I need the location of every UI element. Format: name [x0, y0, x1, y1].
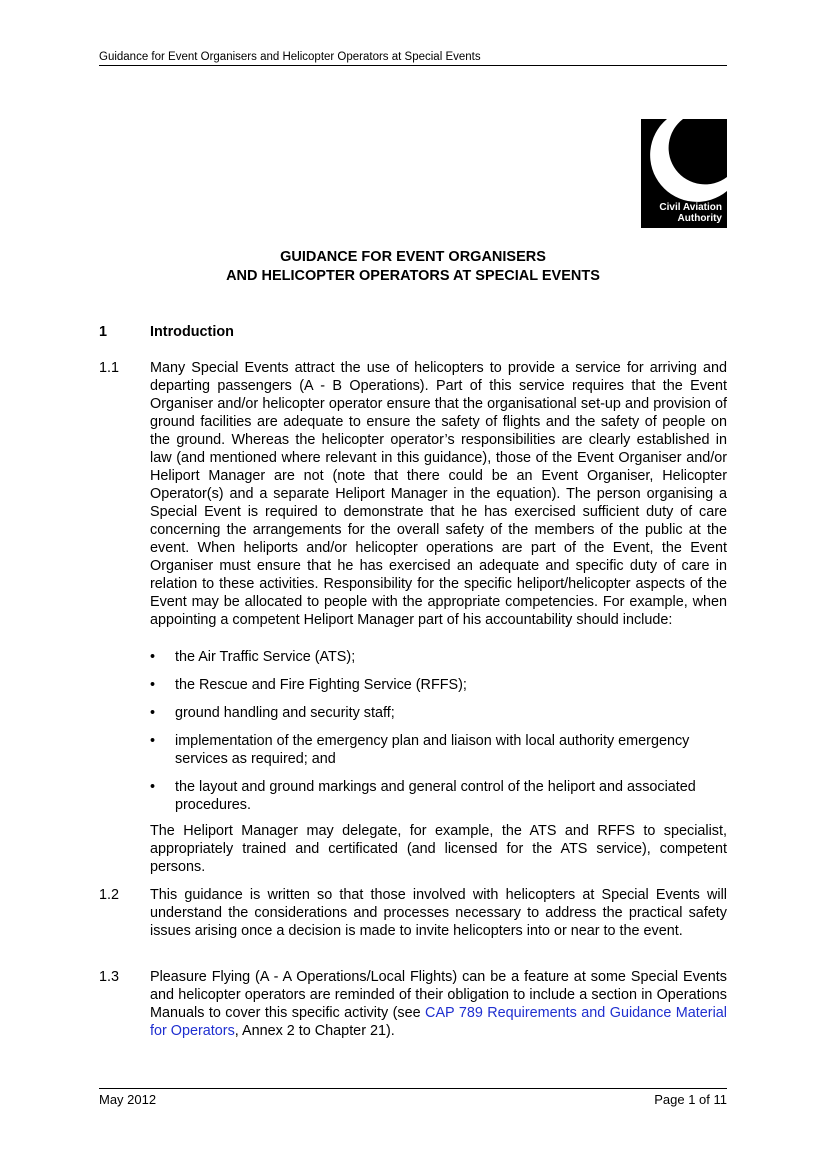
caa-logo — [641, 119, 727, 228]
responsibility-list — [150, 648, 727, 814]
list-item: • implementation of the emergency plan and liaison with local authority emergency services as required; and — [150, 733, 690, 767]
document-title — [99, 248, 727, 286]
logo-line-2: Authority — [677, 213, 722, 224]
paragraph-number: 1.1 — [99, 360, 120, 376]
paragraph-number: 1.3 — [99, 969, 120, 985]
section-title: Introduction — [150, 324, 234, 340]
paragraph-number: 1.2 — [99, 887, 120, 903]
title-line-1: GUIDANCE FOR EVENT ORGANISERS — [280, 249, 546, 265]
title-line-2: AND HELICOPTER OPERATORS AT SPECIAL EVENTS — [226, 268, 600, 284]
list-item: • ground handling and security staff; — [150, 705, 395, 721]
paragraph-text: Pleasure Flying (A - A Operations/Local Flights) can be a feature at some Special Events and helicopter operators are reminded of their obligation to include a section in Operations Manuals to cover this specific activity (see CAP 789 Requirements and Guidance Material for Operators, Annex 2 to Chapter 21). — [150, 969, 727, 1039]
section-number: 1 — [99, 324, 108, 340]
list-item: • the Rescue and Fire Fighting Service (RFFS); — [150, 677, 467, 693]
page-footer — [99, 1088, 727, 1107]
list-item: • the Air Traffic Service (ATS); — [150, 649, 356, 665]
logo-line-1: Civil Aviation — [659, 202, 722, 213]
paragraph-text: This guidance is written so that those involved with helicopters at Special Events will understand the considerations and processes necessary to address the practical safety issues arising once a decision is made to invite helicopters into or near to the event. — [150, 887, 727, 939]
paragraph-1-1-follow: The Heliport Manager may delegate, for example, the ATS and RFFS to specialist, appropriately trained and certificated (and licensed for the ATS service), competent persons. — [150, 823, 727, 875]
page-header: Guidance for Event Organisers and Helicopter Operators at Special Events — [99, 51, 727, 66]
page-number: Page 1 of 11 — [654, 1092, 727, 1107]
cap-789-link[interactable]: CAP 789 Requirements and Guidance Material for Operators — [150, 1005, 727, 1039]
list-item: • the layout and ground markings and general control of the heliport and associated procedures. — [150, 779, 696, 813]
paragraph-text: Many Special Events attract the use of helicopters to provide a service for arriving and departing passengers (A - B Operations). Part of this service requires that the Event Organiser and/or helicopter operator ensure that the organisational set-up and provision of ground facilities are adequate to ensure the safety of flights and the safety of people on the ground. Whereas the helicopter operator’s responsibilities are clearly established in law (and mentioned where relevant in this guidance), those of the Event Organiser and/or Heliport Manager are not (note that there could be an Event Organiser, Helicopter Operator(s) and a separate Heliport Manager in the equation). The person organising a Special Event is required to demonstrate that he has exercised sufficient duty of care concerning the arrangements for the overall safety of the members of the public at the event. When heliports and/or helicopter operations are part of the Event, the Event Organiser must ensure that he has exercised an adequate and specific duty of care in relation to these activities. Responsibility for the specific heliport/helicopter aspects of the Event may be allocated to people with the appropriate competencies. For example, when appointing a competent Heliport Manager part of his accountability should include: — [150, 360, 727, 628]
logo-text — [659, 202, 722, 224]
footer-date: May 2012 — [99, 1092, 157, 1107]
